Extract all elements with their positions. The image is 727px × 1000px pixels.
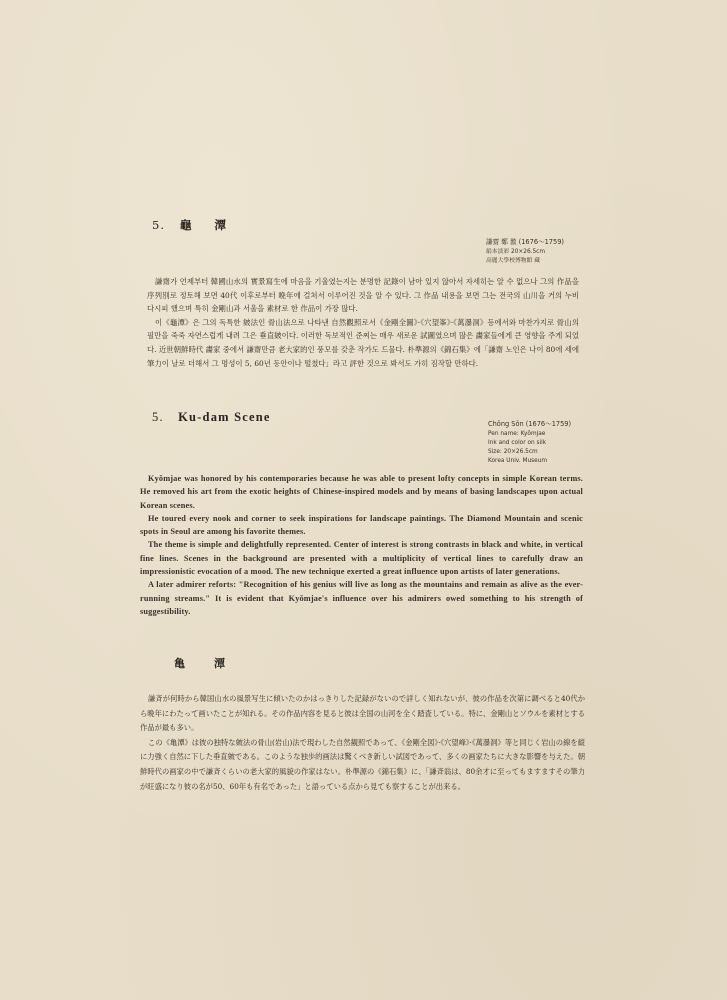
english-section-heading — [152, 410, 271, 425]
heading-title-char: 龜 — [180, 218, 193, 232]
artist-name: 謙齋 鄭 敾 (1676～1759) — [486, 238, 564, 246]
paragraph: この《亀潭》は彼の独特な皴法の骨山(岩山)法で現わした自然観照であって、《金剛全図》·《穴望峰》·《萬瀑洞》等と同じく岩山の線を縦に力強く自然に下した垂直皴である。このような独歩的画法は驚くべき新しい試図であって、多くの画家たちに大きな影響を与えた。朝鮮時代の画家の中で謙斉くらいの老大家的風貌の作家はない。朴準源の《錦石集》に、「謙斉翁は、80余才に至ってもますますその筆力が旺盛になり彼の名が50、60年も有名であった」と語っている点から見ても察することが出来る。 — [140, 737, 585, 791]
heading-number: 5. — [152, 410, 164, 424]
korean-body-text — [147, 275, 579, 370]
pen-name: Pen name: Kyǒmjae — [488, 431, 546, 437]
paragraph: A later admirer reforts: "Recognition of his genius will live as long as the mountains and remain as alive as the ever-running streams." It is evident that Kyǒmjae's influence over his admirers owed something to his strength of suggestibility. — [140, 580, 583, 616]
english-artwork-info — [488, 419, 571, 466]
artist-name: Chǒng Sǒn (1676～1759) — [488, 420, 572, 428]
paragraph: 이《龜潭》은 그의 독특한 皴法인 骨山法으로 나타낸 自然觀照로서《金剛全圖》·《穴望峯》·《萬瀑洞》등에서와 마찬가지로 骨山의 필만을 죽죽 자연스럽게 내려 그은 垂直皴이다. 이러한 독보적인 준찌는 매우 새로운 試圖였으며 많은 畵家들에게 큰 영향을 주게 되었다. 近世朝鮮時代 畵家 중에서 謙齋만큼 老大家的인 풍모를 갖춘 작가도 드물다. 朴準源의《錦石集》에「謙齋 노인은 나이 80에 세에 筆力이 날로 더해서 그 명성이 5, 60년 동안이나 떨쳤다」라고 評한 것으로 봐서도 가히 짐작할 만하다. — [147, 317, 579, 368]
paragraph: 謙斉が何時から韓国山水の風景写生に傾いたのかはっきりした記録がないので詳しく知れないが、彼の作品を次第に調べると40代から晩年にわたって画いたことが知れる。その作品内容を見ると彼は全国の山河を全く踏査している。特に、金剛山とソウルを素材とする作品が最も多い。 — [140, 694, 585, 733]
heading-number: 5. — [152, 218, 165, 232]
paragraph: He toured every nook and corner to seek inspirations for landscape paintings. The Diamond Mountain and scenic spots in Seoul are among his favorite themes. — [140, 513, 583, 537]
korean-section-heading — [152, 217, 227, 233]
heading-title-char: 潭 — [214, 657, 226, 670]
paragraph: Kyǒmjae was honored by his contemporaries because he was able to present lofty concepts in simple Korean terms. He removed his art from the exotic heights of Chinese-inspired models and by means of basing landscapes upon actual Korean scenes. — [140, 474, 583, 510]
medium: Ink and color on silk — [488, 440, 547, 446]
collection: Korea Univ. Museum — [488, 458, 548, 464]
heading-title-char: 潭 — [214, 218, 227, 232]
paragraph: 謙齋가 언제부터 韓國山水의 實景寫生에 마음을 기울였는지는 분명한 記錄이 남아 있지 않아서 자세히는 알 수 없으나 그의 作品을 序列別로 정토해 보면 40代 이후로부터 晩年에 걸쳐서 이루어진 것을 알 수 있다. 그 作品 내용을 보면 그는 전국의 山川을 거의 누비다시피 했으며 특히 金剛山과 서울을 素材로 한 作品이 가장 많다. — [147, 277, 579, 314]
japanese-body-text — [140, 692, 585, 794]
japanese-section-heading — [174, 655, 226, 671]
size: Size: 20×26.5cm — [488, 449, 538, 455]
medium-size: 絹本淡彩 20×26.5cm — [486, 249, 546, 255]
heading-title-char: 亀 — [174, 657, 186, 670]
paragraph: The theme is simple and delightfully represented. Center of interest is strong contrasts in black and white, in vertical fine lines. Scenes in the background are presented with a multiplicity of vertical lines to carefully draw an impressionistic evocation of a mood. The new technique exerted a great influence upon artists of later generations. — [140, 540, 583, 577]
korean-artwork-info — [486, 237, 564, 266]
collection: 高麗大學校博物館 藏 — [486, 258, 541, 264]
english-body-text — [140, 472, 583, 618]
heading-title: Ku-dam Scene — [178, 410, 271, 424]
